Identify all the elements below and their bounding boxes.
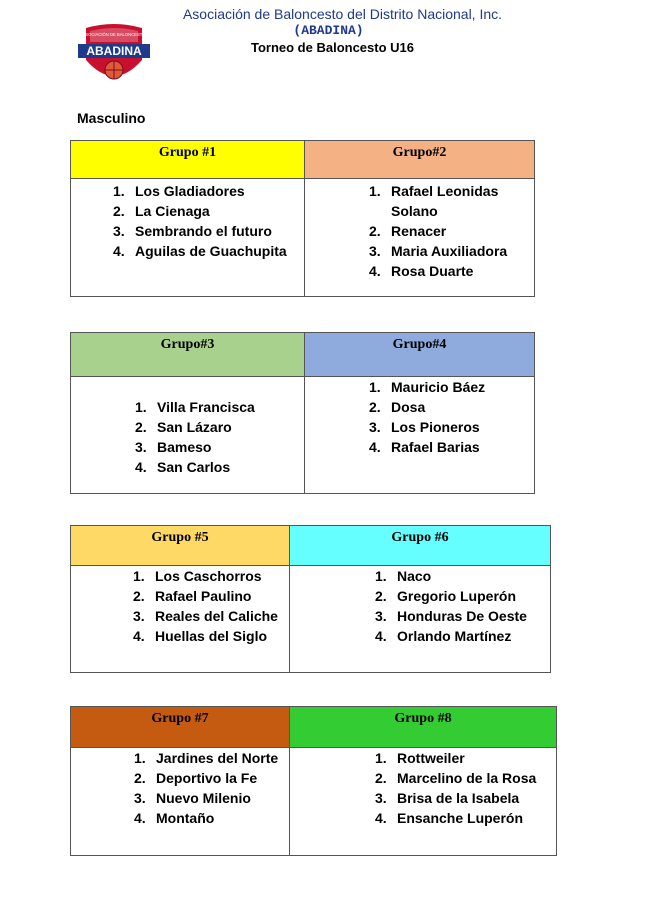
group-header: Grupo #8 [290, 707, 557, 748]
list-item: 3. Brisa de la Isabela [375, 790, 520, 806]
list-item: 2. Rafael Paulino [133, 588, 252, 604]
list-item: 4. Huellas del Siglo [133, 628, 268, 644]
list-item: 3. Nuevo Milenio [134, 790, 251, 806]
list-item: 4. San Carlos [135, 459, 231, 475]
list-item: 1. Villa Francisca [135, 399, 255, 415]
groups-table-4 [70, 706, 557, 856]
group-teams [305, 377, 535, 494]
list-item: 1. Los Gladiadores [113, 183, 245, 199]
group-teams [71, 179, 305, 297]
list-item: 1. Mauricio Báez [369, 379, 486, 395]
list-item: 2. Renacer [369, 223, 447, 239]
group-teams [305, 179, 535, 297]
group-teams [290, 748, 557, 856]
list-item: 2. Gregorio Luperón [375, 588, 516, 604]
groups-table-2 [70, 332, 535, 494]
list-item: 3. Honduras De Oeste [375, 608, 527, 624]
list-item: 4. Orlando Martínez [375, 628, 512, 644]
tournament-title: Torneo de Baloncesto U16 [250, 40, 414, 55]
list-item: 2. La Cienaga [113, 203, 210, 219]
list-item: 2. Deportivo la Fe [134, 770, 258, 786]
organization-name: Asociación de Baloncesto del Distrito Nacional, Inc. [182, 6, 503, 22]
list-item: 3. Maria Auxiliadora [369, 243, 508, 259]
list-item: 4. Rafael Barias [369, 439, 480, 455]
list-item: 4. Montaño [134, 810, 215, 826]
group-header: Grupo#4 [305, 333, 535, 377]
list-item: 4. Aguilas de Guachupita [113, 243, 287, 259]
group-header: Grupo#3 [71, 333, 305, 377]
group-header: Grupo #1 [71, 141, 305, 179]
list-item: 3. Sembrando el futuro [113, 223, 272, 239]
list-item: 1. Rafael Leonidas Solano [369, 183, 499, 219]
group-header: Grupo#2 [305, 141, 535, 179]
list-item: 3. Bameso [135, 439, 212, 455]
category-label: Masculino [77, 110, 146, 126]
logo-text: ABADINA [86, 44, 142, 58]
list-item: 2. San Lázaro [135, 419, 232, 435]
list-item: 1. Los Caschorros [133, 568, 262, 584]
group-teams [71, 748, 290, 856]
groups-table-1 [70, 140, 535, 297]
groups-table-3 [70, 525, 551, 673]
list-item: 2. Dosa [369, 399, 426, 415]
group-teams [290, 566, 551, 673]
list-item: 1. Naco [375, 568, 432, 584]
list-item: 1. Jardines del Norte [134, 750, 279, 766]
group-header: Grupo #6 [290, 526, 551, 566]
logo-subtext: ASOCIACIÓN DE BALONCESTO [82, 32, 146, 37]
list-item: 4. Ensanche Luperón [375, 810, 524, 826]
group-header: Grupo #5 [71, 526, 290, 566]
group-teams [71, 566, 290, 673]
organization-abbreviation: (ABADINA) [293, 23, 364, 38]
list-item: 3. Los Pioneros [369, 419, 480, 435]
group-teams [71, 377, 305, 494]
list-item: 2. Marcelino de la Rosa [375, 770, 537, 786]
list-item: 4. Rosa Duarte [369, 263, 474, 279]
list-item: 1. Rottweiler [375, 750, 465, 766]
group-header: Grupo #7 [71, 707, 290, 748]
list-item: 3. Reales del Caliche [133, 608, 278, 624]
